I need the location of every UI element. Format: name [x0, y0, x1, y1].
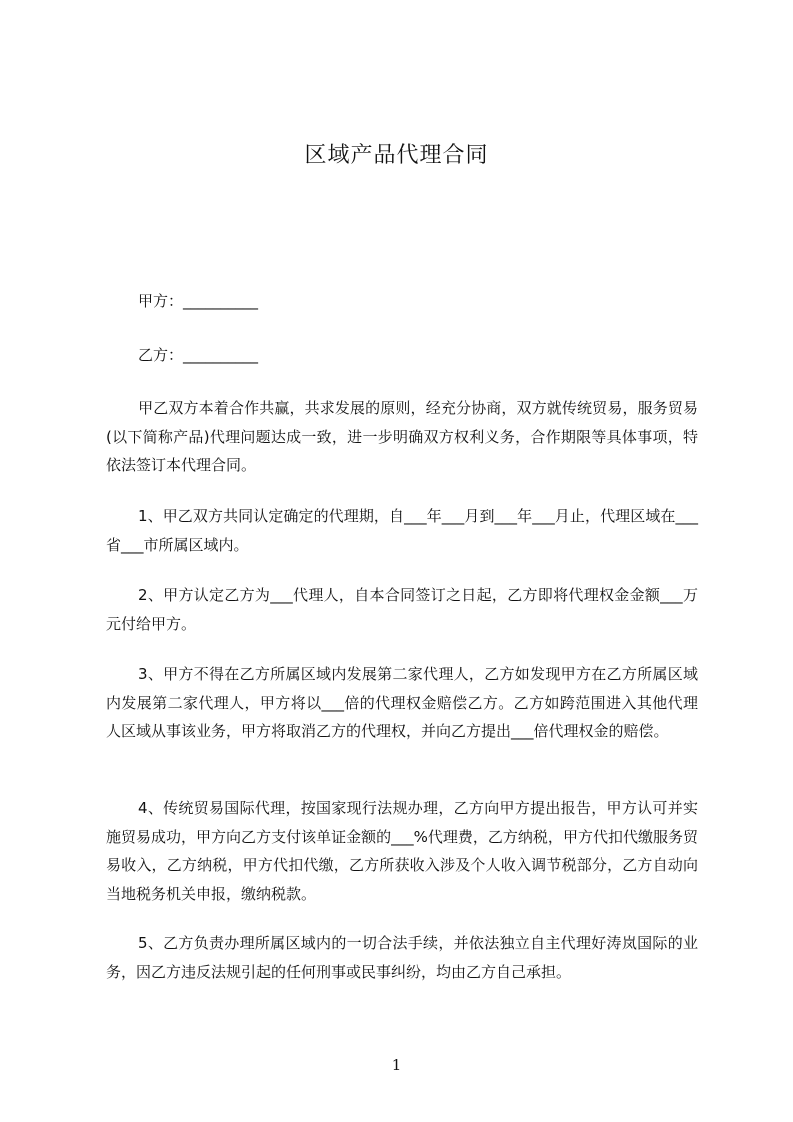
clause-3-text: 3、甲方不得在乙方所属区域内发展第二家代理人，乙方如发现甲方在乙方所属区域内发展第二家代理人，甲方将以___倍的代理权金赔偿乙方。乙方如跨范围进入其他代理人区域从事该业务，甲方将取消乙方的代理权，并向乙方提出___倍代理权金的赔偿。	[106, 665, 698, 740]
clause-3	[106, 660, 698, 746]
clause-1	[106, 502, 698, 559]
party-b-line: 乙方：__________	[138, 346, 259, 364]
intro-paragraph-text: 甲乙双方本着合作共赢，共求发展的原则，经充分协商，双方就传统贸易，服务贸易(以下简称产品)代理问题达成一致，进一步明确双方权利义务，合作期限等具体事项，特依法签订本代理合同。	[106, 399, 698, 474]
clause-1-text: 1、甲乙双方共同认定确定的代理期，自___年___月到___年___月止，代理区域在___省___市所属区域内。	[106, 507, 698, 554]
page-number: 1	[391, 1056, 402, 1074]
clause-4	[106, 794, 698, 908]
clause-2	[106, 581, 698, 638]
document-title: 区域产品代理合同	[304, 143, 489, 168]
intro-paragraph	[106, 394, 698, 480]
clause-2-text: 2、甲方认定乙方为___代理人，自本合同签订之日起，乙方即将代理权金金额___万元付给甲方。	[106, 586, 698, 633]
clause-5-text: 5、乙方负责办理所属区域内的一切合法手续，并依法独立自主代理好涛岚国际的业务，因乙方违反法规引起的任何刑事或民事纠纷，均由乙方自己承担。	[106, 934, 698, 981]
clause-5	[106, 929, 698, 986]
party-a-line: 甲方：__________	[138, 292, 259, 310]
clause-4-text: 4、传统贸易国际代理，按国家现行法规办理，乙方向甲方提出报告，甲方认可并实施贸易成功，甲方向乙方支付该单证金额的___%代理费，乙方纳税，甲方代扣代缴服务贸易收入，乙方纳税，甲方代扣代缴，乙方所获收入涉及个人收入调节税部分，乙方自动向当地税务机关申报，缴纳税款。	[106, 799, 698, 903]
